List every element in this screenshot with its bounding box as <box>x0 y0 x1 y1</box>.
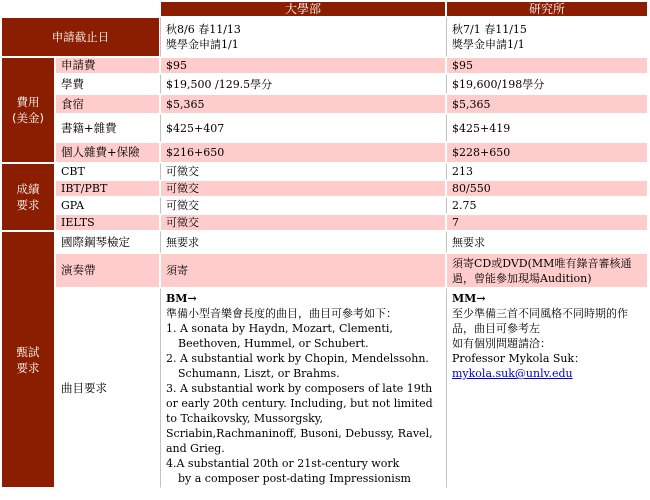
grade-label-gpa: GPA <box>55 197 160 214</box>
admissions-table <box>1 1 648 488</box>
audition-undergrad-piano: 無要求 <box>160 231 446 253</box>
fee-label-books: 書籍+雜費 <box>55 114 160 142</box>
grade-undergrad-cbt: 可徵交 <box>160 163 446 180</box>
audition-label-repertoire: 曲目要求 <box>55 288 160 488</box>
audition-grad-tape: 須寄CD或DVD(MM唯有錄音審核通過，曾能參加現場Audition) <box>446 253 648 288</box>
repertoire-grad-heading: MM→ <box>452 292 486 305</box>
fee-grad-books: $425+419 <box>446 114 648 142</box>
grades-group-label: 成績 要求 <box>1 163 55 231</box>
repertoire-undergrad-intro: 準備小型音樂會長度的曲目，曲目可參考如下： <box>166 307 397 320</box>
header-undergrad: 大學部 <box>160 1 446 17</box>
fee-grad-personal: $228+650 <box>446 142 648 163</box>
audition-group-label: 甄試 要求 <box>1 231 55 488</box>
audition-undergrad-tape: 須寄 <box>160 253 446 288</box>
repertoire-item: 3. A substantial work by composers of late 19th or early 20th century. Including, but not limited to Tchaikovsky, Mussorgsky, Scriabin,Rachmaninoff, Busoni, Debussy, Ravel, and Grieg. <box>166 382 433 455</box>
deadline-label: 申請截止日 <box>1 17 160 57</box>
deadline-grad-line1: 秋7/1 春11/15 <box>452 23 527 36</box>
deadline-undergrad-line1: 秋8/6 春11/13 <box>166 23 241 36</box>
grade-undergrad-gpa: 可徵交 <box>160 197 446 214</box>
fee-undergrad-books: $425+407 <box>160 114 446 142</box>
repertoire-undergrad <box>160 288 446 488</box>
repertoire-item: 4.A substantial 20th or 21st-century work by a composer post-dating Impressionism <box>166 457 411 485</box>
audition-grad-piano: 無要求 <box>446 231 648 253</box>
fee-undergrad-application: $95 <box>160 57 446 74</box>
repertoire-grad <box>446 288 648 488</box>
grade-grad-ibt: 80/550 <box>446 180 648 197</box>
fee-grad-board: $5,365 <box>446 94 648 114</box>
audition-label-piano: 國際鋼琴檢定 <box>55 231 160 253</box>
deadline-grad <box>446 17 648 57</box>
repertoire-grad-line: Professor Mykola Suk： <box>452 352 586 365</box>
deadline-undergrad <box>160 17 446 57</box>
repertoire-undergrad-heading: BM→ <box>166 292 197 305</box>
grade-label-ielts: IELTS <box>55 214 160 231</box>
fee-label-board: 食宿 <box>55 94 160 114</box>
header-blank-cell <box>1 1 160 17</box>
grade-grad-ielts: 7 <box>446 214 648 231</box>
fee-undergrad-personal: $216+650 <box>160 142 446 163</box>
grade-grad-cbt: 213 <box>446 163 648 180</box>
repertoire-item: 2. A substantial work by Chopin, Mendelssohn. Schumann, Liszt, or Brahms. <box>166 352 429 380</box>
fee-label-tuition: 學費 <box>55 74 160 94</box>
deadline-grad-line2: 獎學金申請1/1 <box>452 38 525 51</box>
grade-label-cbt: CBT <box>55 163 160 180</box>
grade-grad-gpa: 2.75 <box>446 197 648 214</box>
grade-label-ibt: IBT/PBT <box>55 180 160 197</box>
fees-group-label: 費用 (美金) <box>1 57 55 163</box>
fee-label-application: 申請費 <box>55 57 160 74</box>
repertoire-item: 1. A sonata by Haydn, Mozart, Clementi, Beethoven, Hummel, or Schubert. <box>166 322 393 350</box>
repertoire-grad-line: 至少準備三首不同風格不同時期的作品，曲目可參考左 <box>452 307 628 335</box>
fee-label-personal: 個人雜費+保險 <box>55 142 160 163</box>
contact-email-link[interactable]: mykola.suk@unlv.edu <box>452 367 573 380</box>
grade-undergrad-ielts: 可徵交 <box>160 214 446 231</box>
grade-undergrad-ibt: 可徵交 <box>160 180 446 197</box>
header-grad: 研究所 <box>446 1 648 17</box>
deadline-undergrad-line2: 獎學金申請1/1 <box>166 38 239 51</box>
fee-grad-application: $95 <box>446 57 648 74</box>
audition-label-tape: 演奏帶 <box>55 253 160 288</box>
fee-undergrad-board: $5,365 <box>160 94 446 114</box>
fee-undergrad-tuition: $19,500 /129.5學分 <box>160 74 446 94</box>
fee-grad-tuition: $19,600/198學分 <box>446 74 648 94</box>
repertoire-grad-line: 如有個別問題請洽： <box>452 337 551 350</box>
